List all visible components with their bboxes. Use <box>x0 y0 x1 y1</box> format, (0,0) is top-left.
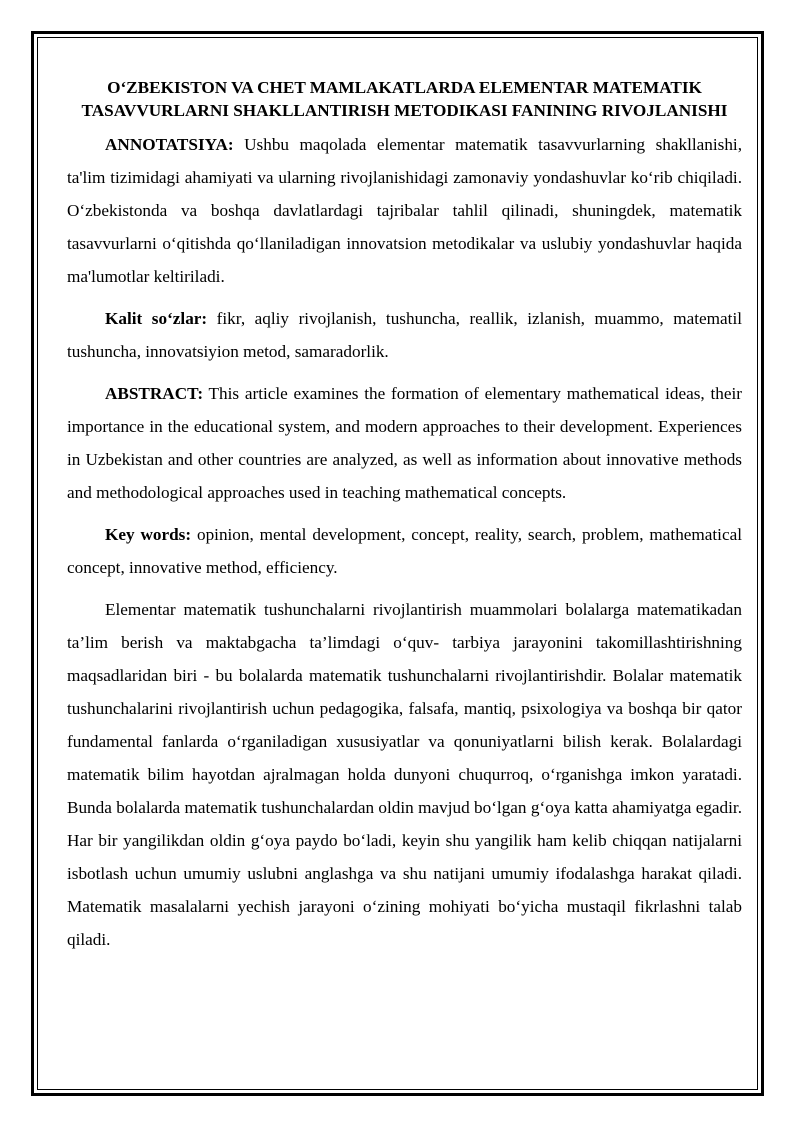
body-paragraph: Elementar matematik tushunchalarni rivojlantirish muammolari bolalarga matematikadan ta’lim berish va maktabgacha ta’limdagi o‘quv- tarbiya jarayonini takomillashtirishning maqsadlaridan biri - bu bolalarda matematik tushunchalarni rivojlantirishdir. Bolalar matematik tushunchalarini rivojlantirish uchun pedagogika, falsafa, mantiq, psixologiya va boshqa bir qator fundamental fanlarda o‘rganiladigan xususiyatlar va qonuniyatlarni bilish kerak. Bolalardagi matematik bilim hayotdan ajralmagan holda dunyoni chuqurroq, o‘rganishga imkon yaratadi. Bunda bolalarda matematik tushunchalardan oldin mavjud bo‘lgan g‘oya katta ahamiyatga egadir. Har bir yangilikdan oldin g‘oya paydo bo‘ladi, keyin shu yangilik ham kelib chiqqan natijalarni isbotlash uchun umumiy uslubni anglashga va shu natijani umumiy ifodalashga harakat qiladi. Matematik masalalarni yechish jarayoni o‘zining mohiyati bo‘yicha mustaqil fikrlashni talab qiladi. <box>67 600 742 949</box>
annotation-paragraph <box>67 128 742 293</box>
annotation-label: ANNOTATSIYA: <box>105 135 234 154</box>
keywords-en-label: Key words: <box>105 525 192 544</box>
article-title: O‘ZBEKISTON VA CHET MAMLAKATLARDA ELEMENTAR MATEMATIK TASAVVURLARNI SHAKLLANTIRISH METODIKASI FANINING RIVOJLANISHI <box>81 78 728 120</box>
keywords-uz-paragraph <box>67 302 742 368</box>
keywords-uz-text: fikr, aqliy rivojlanish, tushuncha, reallik, izlanish, muammo, matematil tushuncha, innovatsiyion metod, samaradorlik. <box>67 309 742 361</box>
keywords-uz-label: Kalit so‘zlar: <box>105 309 208 328</box>
abstract-label: ABSTRACT: <box>105 384 204 403</box>
abstract-paragraph <box>67 377 742 509</box>
annotation-text: Ushbu maqolada elementar matematik tasavvurlarning shakllanishi, ta'lim tizimidagi ahamiyati va ularning rivojlanishidagi zamonaviy yondashuvlar ko‘rib chiqiladi. O‘zbekistonda va boshqa davlatlardagi tajribalar tahlil qilinadi, shuningdek, matematik tasavvurlarni o‘qitishda qo‘llaniladigan innovatsion metodikalar va uslubiy yondashuvlar haqida ma'lumotlar keltiriladi. <box>67 135 742 286</box>
keywords-en-text: opinion, mental development, concept, reality, search, problem, mathematical concept, innovative method, efficiency. <box>67 525 742 577</box>
keywords-en-paragraph <box>67 518 742 584</box>
abstract-text: This article examines the formation of elementary mathematical ideas, their importance in the educational system, and modern approaches to their development. Experiences in Uzbekistan and other countries are analyzed, as well as information about innovative methods and methodological approaches used in teaching mathematical concepts. <box>67 384 742 502</box>
article-content <box>67 76 742 965</box>
